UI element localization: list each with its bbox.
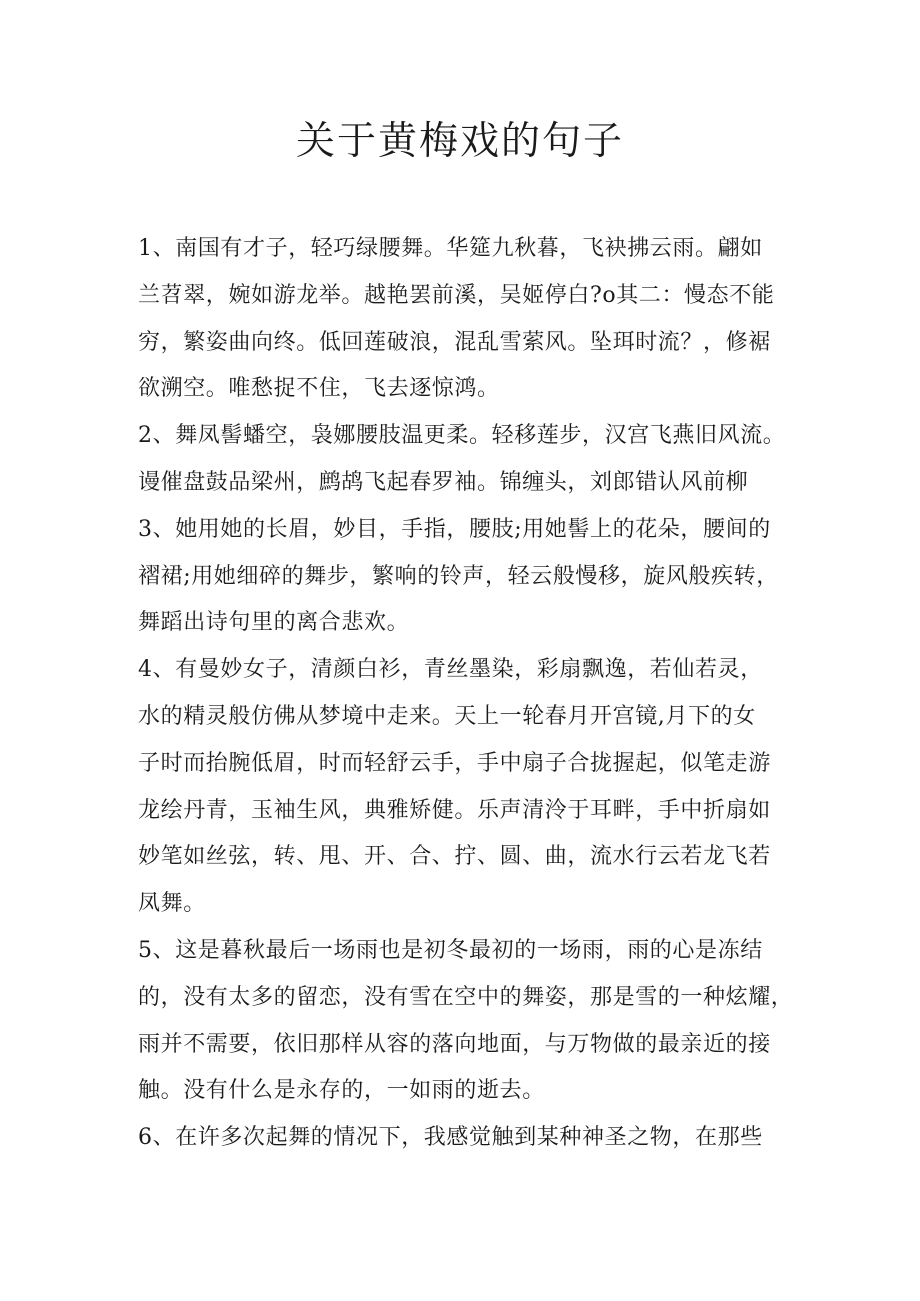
- text-line: 水的精灵般仿佛从梦境中走来。天上一轮春月开宫镜,月下的女: [138, 703, 756, 729]
- text-line: 舞蹈出诗句里的离合悲欢。: [138, 610, 410, 636]
- text-line: 4、有曼妙女子，清颜白衫，青丝墨染，彩扇飘逸，若仙若灵，: [138, 657, 763, 683]
- page-title: 关于黄梅戏的句子: [295, 119, 624, 164]
- text-line: 3、她用她的长眉，妙目，手指，腰肢;用她髻上的花朵，腰间的: [138, 516, 771, 542]
- text-line: 谩催盘鼓品梁州，鹧鸪飞起春罗袖。锦缠头，刘郎错认风前柳: [138, 469, 749, 495]
- text-line: 凤舞。: [138, 891, 206, 917]
- text-line: 5、这是暮秋最后一场雨也是初冬最初的一场雨，雨的心是冻结: [138, 937, 763, 963]
- text-line: 子时而抬腕低眉，时而轻舒云手，手中扇子合拢握起，似笔走游: [138, 750, 771, 776]
- text-line: 雨并不需要，依旧那样从容的落向地面，与万物做的最亲近的接: [138, 1031, 771, 1057]
- text-line: 欲溯空。唯愁捉不住，飞去逐惊鸿。: [138, 376, 500, 402]
- text-line: 的，没有太多的留恋，没有雪在空中的舞姿，那是雪的一种炫耀，: [138, 984, 794, 1010]
- text-line: 1、南国有才子，轻巧绿腰舞。华筵九秋暮，飞袂拂云雨。翩如: [138, 236, 763, 261]
- text-line: 兰苕翠，婉如游龙举。越艳罢前溪，吴姬停白?o其二：慢态不能: [138, 282, 775, 308]
- text-line: 2、舞凤髻蟠空，袅娜腰肢温更柔。轻移莲步，汉宫飞燕旧风流。: [138, 423, 786, 449]
- text-line: 龙绘丹青，玉袖生风，典雅矫健。乐声清泠于耳畔，手中折扇如: [138, 797, 771, 823]
- text-line: 妙笔如丝弦，转、甩、开、合、拧、圆、曲，流水行云若龙飞若: [138, 844, 771, 870]
- text-line: 褶裙;用她细碎的舞步，繁响的铃声，轻云般慢移，旋风般疾转，: [138, 563, 779, 589]
- text-line: 触。没有什么是永存的，一如雨的逝去。: [138, 1078, 545, 1104]
- document-body: [138, 226, 794, 1162]
- text-line: 穷，繁姿曲向终。低回莲破浪，混乱雪萦风。坠珥时流？，修裾: [138, 329, 771, 355]
- text-line: 6、在许多次起舞的情况下，我感觉触到某种神圣之物，在那些: [138, 1125, 763, 1151]
